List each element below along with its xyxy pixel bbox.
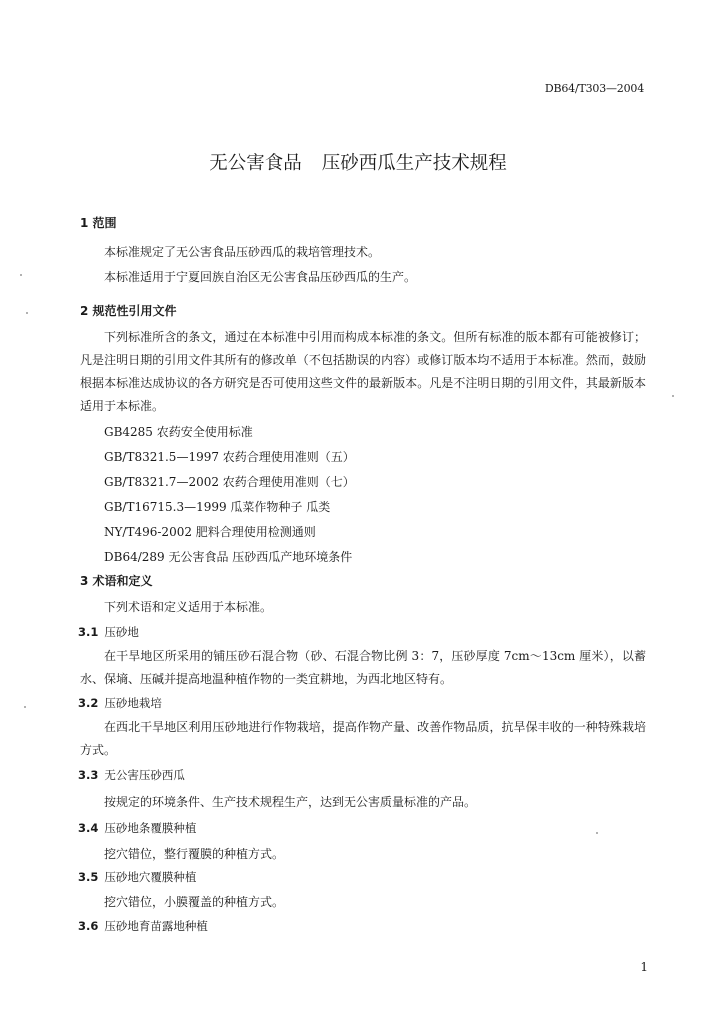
section-2-paragraph: 下列标准所含的条文，通过在本标准中引用而构成本标准的条文。但所有标准的版本都有可能被修订；凡是注明日期的引用文件其所有的修改单（不包括勘误的内容）或修订版本均不适用于本标准。然而，鼓励根据本标准达成协议的各方研究是否可使用这些文件的最新版本。凡是不注明日期的引用文件，其最新版本适用于本标准。 bbox=[80, 330, 646, 413]
scan-speck bbox=[24, 706, 26, 708]
reference-item: DB64/289 无公害食品 压砂西瓜产地环境条件 bbox=[104, 550, 353, 564]
term-3-3-definition: 按规定的环境条件、生产技术规程生产，达到无公害质量标准的产品。 bbox=[104, 795, 477, 809]
standard-code: DB64/T303—2004 bbox=[544, 82, 644, 95]
section-1-para-2: 本标准适用于宁夏回族自治区无公害食品压砂西瓜的生产。 bbox=[104, 270, 417, 284]
term-number: 3.2 bbox=[78, 696, 99, 710]
title-prefix: 无公害食品 bbox=[209, 153, 302, 174]
term-3-5-definition: 挖穴错位，小膜覆盖的种植方式。 bbox=[104, 895, 285, 909]
term-title: 压砂地 bbox=[104, 625, 139, 639]
term-3-4-heading bbox=[78, 820, 196, 836]
term-title: 压砂地栽培 bbox=[104, 696, 162, 710]
term-title: 压砂地条覆膜种植 bbox=[104, 821, 197, 835]
term-number: 3.1 bbox=[78, 625, 99, 639]
reference-item: GB/T8321.5—1997 农药合理使用准则（五） bbox=[104, 450, 355, 464]
term-3-1-heading bbox=[78, 624, 139, 640]
term-number: 3.3 bbox=[78, 768, 99, 782]
term-title: 无公害压砂西瓜 bbox=[104, 768, 185, 782]
scan-speck bbox=[596, 832, 598, 834]
reference-item: GB/T16715.3—1999 瓜菜作物种子 瓜类 bbox=[104, 500, 331, 514]
section-1-heading: 1 范围 bbox=[80, 216, 117, 230]
term-title: 压砂地育苗露地种植 bbox=[104, 919, 208, 933]
term-3-6-heading bbox=[78, 918, 208, 934]
term-number: 3.4 bbox=[78, 821, 99, 835]
title-main: 压砂西瓜生产技术规程 bbox=[321, 153, 507, 174]
term-number: 3.5 bbox=[78, 870, 99, 884]
section-1-para-1: 本标准规定了无公害食品压砂西瓜的栽培管理技术。 bbox=[104, 245, 381, 259]
document-title bbox=[0, 149, 716, 175]
section-3-heading: 3 术语和定义 bbox=[80, 574, 153, 588]
term-3-2-definition: 在西北干旱地区利用压砂地进行作物栽培，提高作物产量、改善作物品质，抗旱保丰收的一种特殊栽培方式。 bbox=[80, 720, 646, 757]
scan-speck bbox=[20, 274, 22, 276]
reference-item: GB4285 农药安全使用标准 bbox=[104, 425, 253, 439]
term-title: 压砂地穴覆膜种植 bbox=[104, 870, 197, 884]
reference-item: GB/T8321.7—2002 农药合理使用准则（七） bbox=[104, 475, 355, 489]
term-3-2-heading bbox=[78, 695, 162, 711]
term-3-3-heading bbox=[78, 767, 185, 783]
page-number: 1 bbox=[640, 960, 648, 974]
reference-item: NY/T496-2002 肥料合理使用检测通则 bbox=[104, 525, 316, 539]
section-2-heading: 2 规范性引用文件 bbox=[80, 304, 177, 318]
term-number: 3.6 bbox=[78, 919, 99, 933]
term-3-4-definition: 挖穴错位，整行覆膜的种植方式。 bbox=[104, 847, 285, 861]
scan-speck bbox=[26, 312, 28, 314]
term-3-1-definition: 在干旱地区所采用的铺压砂石混合物（砂、石混合物比例 3：7，压砂厚度 7cm～13cm 厘米），以蓄水、保墒、压碱并提高地温种植作物的一类宜耕地，为西北地区特有。 bbox=[80, 649, 646, 686]
term-3-5-heading bbox=[78, 869, 196, 885]
section-3-intro: 下列术语和定义适用于本标准。 bbox=[104, 600, 273, 614]
scan-speck bbox=[672, 395, 674, 397]
